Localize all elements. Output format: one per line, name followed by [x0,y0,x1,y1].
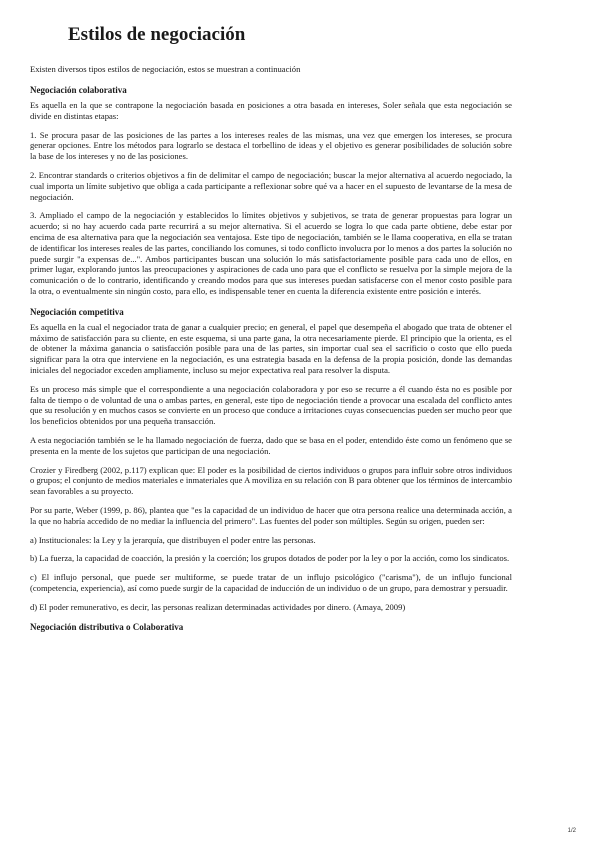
section-heading: Negociación competitiva [30,306,124,317]
body-paragraph: Es aquella en la cual el negociador trata de ganar a cualquier precio; en general, el papel que desempeña el abogado que trata de obtener el máximo de satisfacción para su cliente, en este esquema, si una parte gana, la otra necesariamente pierde. El principio que la orienta, es el de obtener la máxima ganancia o satisfacción posible para una de las partes, sin importar cual sea el sacrificio o costo que ello pueda significar para la otra que interviene en la negociación, es una estrategia basada en la defensa de la propia posición, donde las demandas iniciales del negociador exceden ampliamente, incluso su mejor expectativa real para resolver la disputa. [30,321,512,375]
body-paragraph: d) El poder remunerativo, es decir, las personas realizan determinadas actividades por dinero. (Amaya, 2009) [30,601,406,612]
document-body [30,85,512,633]
body-paragraph: Es un proceso más simple que el correspondiente a una negociación colaboradora y por eso se recurre a él cuando ésta no es posible por falta de tiempo o de voluntad de una o ambas partes, en general, este tipo de negociación tiende a provocar una escalada del conflicto antes que su resolución y en muchos casos se convierte en un proceso que conduce a irritaciones cuyas consecuencias pueden ser mucho peor que los beneficios obtenidos por una pequeña transacción. [30,383,512,427]
body-paragraph: Crozier y Firedberg (2002, p.117) explican que: El poder es la posibilidad de ciertos individuos o grupos para influir sobre otros individuos o grupos; el conjunto de medios materiales e inmateriales que A moviliza en su relación con B para obtener que los términos de intercambio sean favorables a su proyecto. [30,464,512,497]
body-paragraph: b) La fuerza, la capacidad de coacción, la presión y la coerción; los grupos dotados de poder por la ley o por la acción, como los sindicatos. [30,553,510,564]
section-heading: Negociación colaborativa [30,85,127,95]
page-title: Estilos de negociación [68,24,246,45]
body-paragraph: c) El influjo personal, que puede ser multiforme, se puede tratar de un influjo psicológico ("carisma"), de un influjo funcional (competencia, experiencia), así como puede surgir de la capacidad de inducción de un individuo o de un grupo, para demostrar y persuadir. [30,572,512,593]
body-paragraph: 3. Ampliado el campo de la negociación y establecidos lo límites objetivos y subjetivos, se trata de generar propuestas para lograr un acuerdo; si no hay acuerdo cada parte recurrirá a su mejor alternativa. Si el acuerdo se logra lo que cada parte obtiene, debe estar por encima de esa alternativa para que la negociación sea ventajosa. Este tipo de negociación, también se le llama cooperativa, en ella se tratan de identificar los intereses reales de las partes, conciliando los comunes, si todo conflicto involucra por lo menos a dos partes la solución no puede surgir "a expensas de...". Ambos participantes buscan una solución lo más satisfactoriamente posible para cada uno de ellos, en primer lugar, explorando juntos las preocupaciones y aspiraciones de cada uno para que el conflicto se resuelva por la simple mejora de la comunicación o de lo contrario, identificando y creando modos para que sus intereses puedan satisfacerse con el menor costo posible para la otra, o eventualmente sin ningún costo, para ello, es indispensable tener en cuenta la diferencia existente entre posición e interés. [30,210,512,296]
body-paragraph: Por su parte, Weber (1999, p. 86), plantea que "es la capacidad de un individuo de hacer que otra persona realice una determinada acción, a la que no habría accedido de no mediar la influencia del primero". Las fuentes del poder son múltiples. Según su origen, pueden ser: [30,504,512,526]
body-paragraph: 1. Se procura pasar de las posiciones de las partes a los intereses reales de las mismas, una vez que emergen los intereses, se procura generar opciones. Entre los métodos para lograrlo se destaca el torbellino de ideas y el objetivo es generar posibilidades de solución sobre la base de los intereses y no de las posiciones. [30,129,512,162]
section-heading: Negociación distributiva o Colaborativa [30,622,184,633]
body-paragraph: Es aquella en la que se contrapone la negociación basada en posiciones a otra basada en intereses, Soler señala que esta negociación se divide en distintas etapas: [30,100,512,121]
body-paragraph: a) Institucionales: la Ley y la jerarquía, que distribuyen el poder entre las personas. [30,534,316,545]
body-paragraph: 2. Encontrar standards o criterios objetivos a fin de delimitar el campo de negociación; buscar la mejor alternativa al acuerdo negociado, la cual importa un límite subjetivo que obliga a cada participante a reflexionar sobre qué va a hacer en el supuesto de levantarse de la mesa de negociación. [30,169,512,202]
intro-paragraph: Existen diversos tipos estilos de negociación, estos se muestran a continuación [30,64,301,74]
page-number: 1/2 [567,828,576,834]
body-paragraph: A esta negociación también se le ha llamado negociación de fuerza, dado que se basa en el poder, entendido éste como un fenómeno que se presenta en la mente de los sujetos que participan de una negociación. [30,434,512,456]
